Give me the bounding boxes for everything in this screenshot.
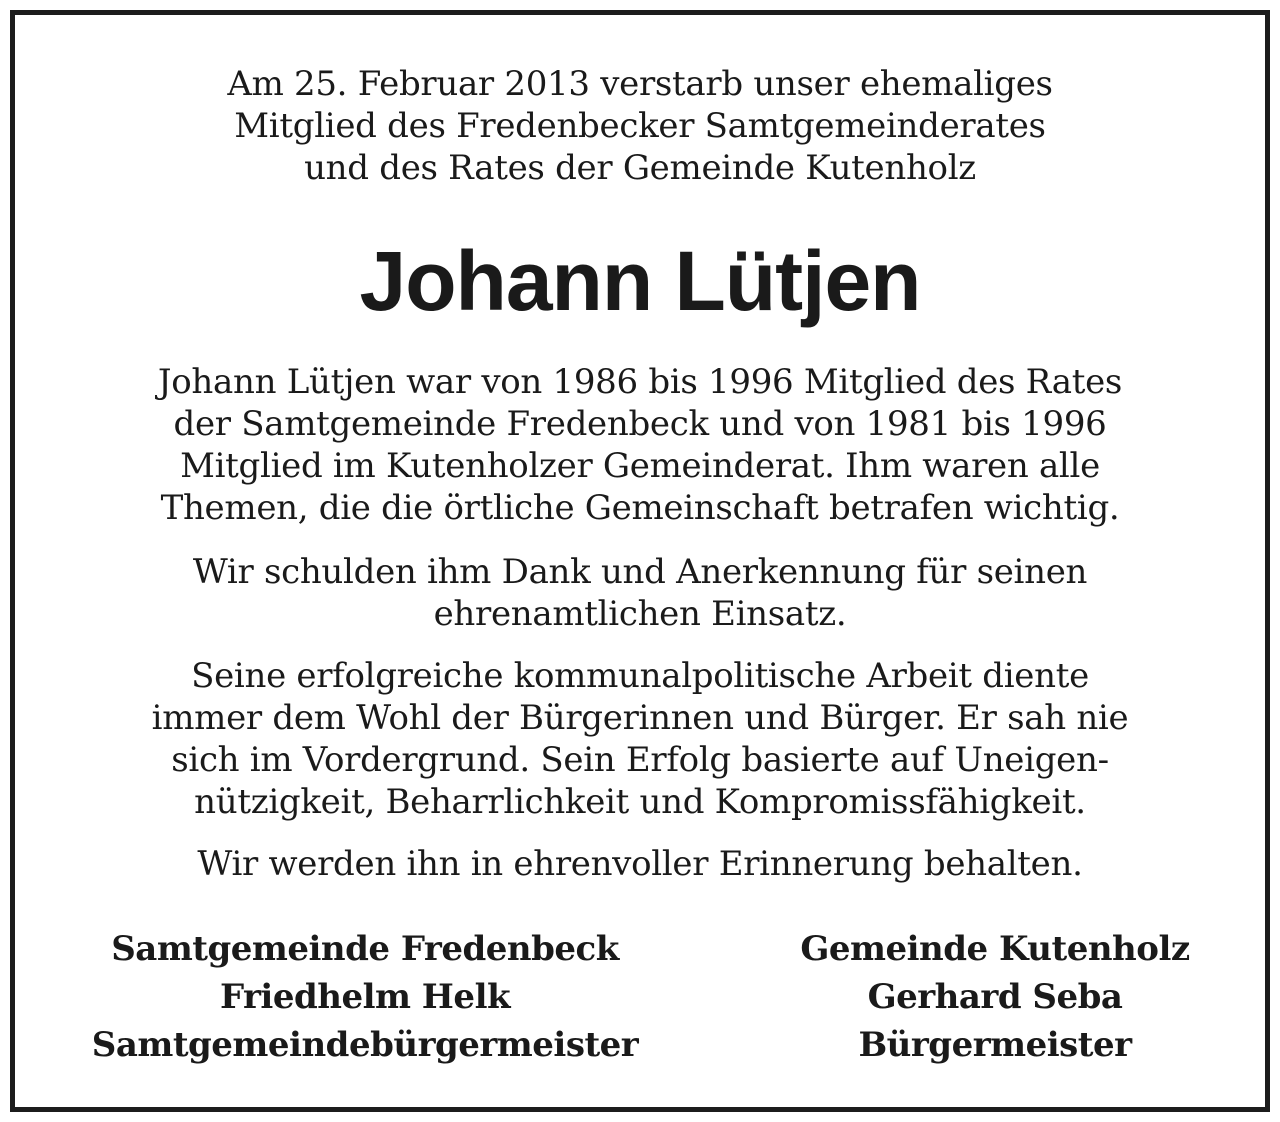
signature-organization: Samtgemeinde Fredenbeck	[111, 929, 619, 969]
signature-person: Gerhard Seba	[867, 977, 1123, 1017]
text-line: ehrenamtlichen Einsatz.	[433, 594, 847, 634]
intro-line: Am 25. Februar 2013 verstarb unser ehemaliges	[227, 64, 1053, 104]
intro-line: und des Rates der Gemeinde Kutenholz	[304, 148, 976, 188]
intro-text	[15, 63, 1265, 189]
signature-right	[735, 925, 1255, 1069]
signature-organization: Gemeinde Kutenholz	[800, 929, 1190, 969]
paragraph-work	[15, 655, 1265, 823]
text-line: sich im Vordergrund. Sein Erfolg basierte auf Uneigen-	[171, 740, 1109, 780]
text-line: Johann Lütjen war von 1986 bis 1996 Mitglied des Rates	[157, 362, 1123, 402]
text-line: Wir schulden ihm Dank und Anerkennung für seinen	[192, 552, 1088, 592]
intro-line: Mitglied des Fredenbecker Samtgemeinderates	[234, 106, 1046, 146]
text-line: der Samtgemeinde Fredenbeck und von 1981 bis 1996	[173, 404, 1107, 444]
text-line: Mitglied im Kutenholzer Gemeinderat. Ihm waren alle	[180, 446, 1100, 486]
paragraph-thanks	[15, 551, 1265, 635]
signature-title: Bürgermeister	[858, 1025, 1132, 1065]
text-line: nützigkeit, Beharrlichkeit und Kompromissfähigkeit.	[194, 782, 1086, 822]
paragraph-remembrance	[15, 843, 1265, 885]
text-line: immer dem Wohl der Bürgerinnen und Bürger. Er sah nie	[151, 698, 1129, 738]
obituary-notice	[10, 10, 1270, 1112]
text-line: Wir werden ihn in ehrenvoller Erinnerung behalten.	[197, 844, 1083, 884]
text-line: Seine erfolgreiche kommunalpolitische Arbeit diente	[191, 656, 1089, 696]
paragraph-biography	[15, 361, 1265, 529]
signature-left	[35, 925, 695, 1069]
deceased-name: Johann Lütjen	[359, 234, 921, 328]
signature-title: Samtgemeindebürgermeister	[91, 1025, 639, 1065]
signature-person: Friedhelm Helk	[219, 977, 511, 1017]
text-line: Themen, die die örtliche Gemeinschaft betrafen wichtig.	[160, 488, 1120, 528]
